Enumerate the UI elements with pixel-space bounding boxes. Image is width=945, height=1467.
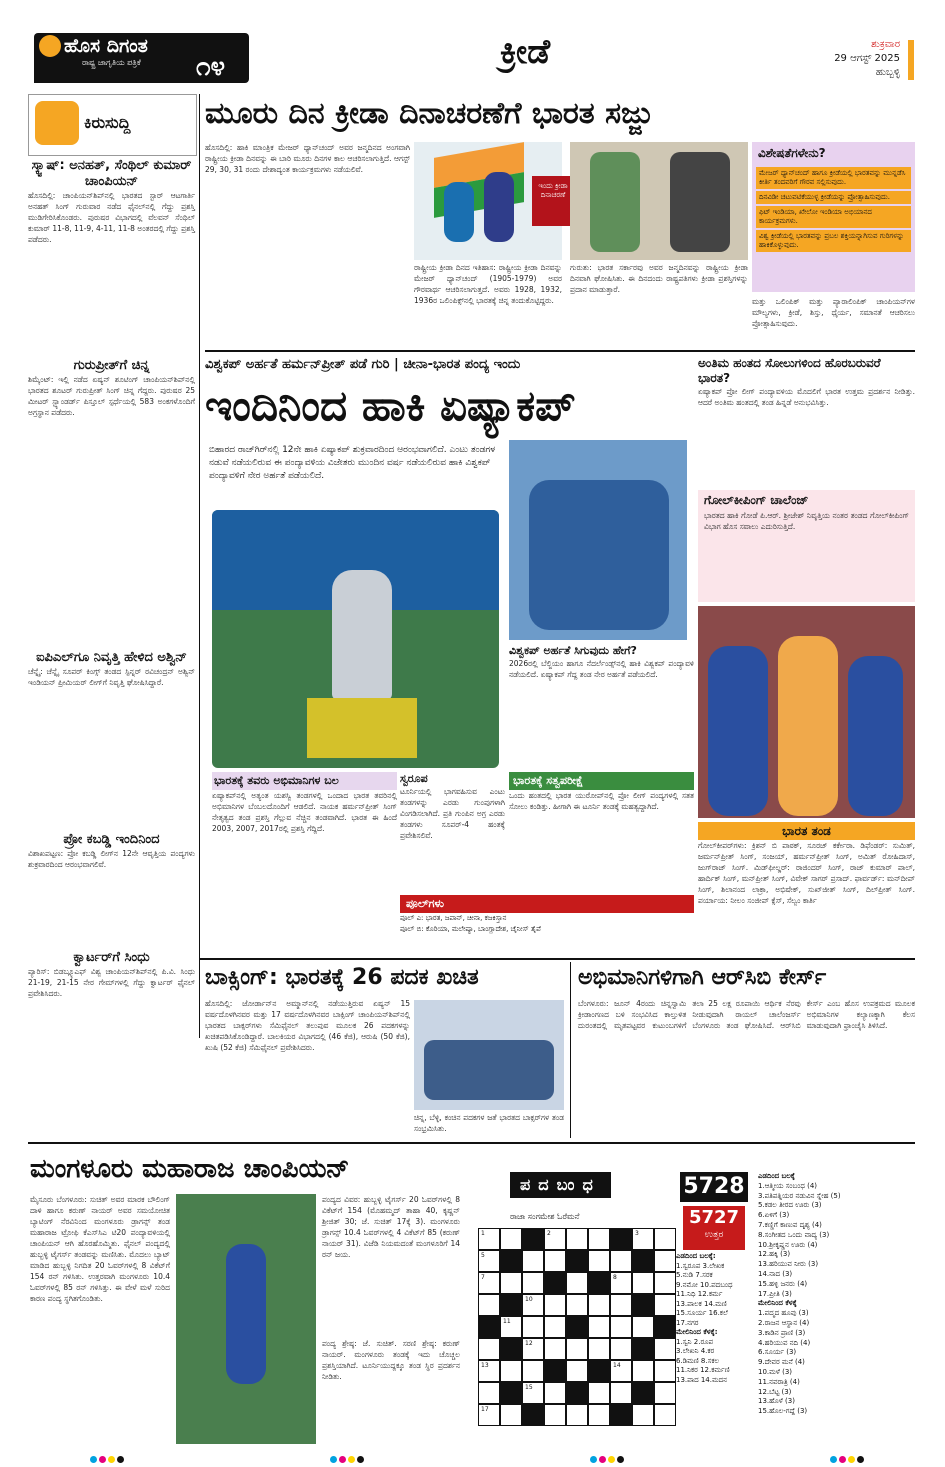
crossword-cell[interactable] <box>478 1228 500 1250</box>
asia-cup-trophy <box>332 570 392 700</box>
crossword-cell <box>610 1404 632 1426</box>
crossword-cell <box>654 1316 676 1338</box>
logo-text: ಹೊಸ ದಿಗಂತ <box>64 35 148 57</box>
crossword-cell[interactable] <box>478 1338 500 1360</box>
player-figure <box>848 656 903 816</box>
section-title: ಕ್ರೀಡೆ <box>500 32 551 72</box>
features-title: ವಿಶೇಷತೆಗಳೇನು? <box>758 146 826 160</box>
crossword-title-text: ಪದಬಂಧ <box>510 1172 611 1198</box>
crossword-cell[interactable] <box>566 1338 588 1360</box>
crossword-cell[interactable] <box>522 1382 544 1404</box>
crossword-cell[interactable] <box>500 1360 522 1382</box>
boxing-headline: ಬಾಕ್ಸಿಂಗ್: ಭಾರತಕ್ಕೆ 26 ಪದಕ ಖಚಿತ <box>205 965 479 990</box>
crossword-cell[interactable] <box>588 1250 610 1272</box>
test-heading: ಭಾರತಕ್ಕೆ ಸತ್ವಪರೀಕ್ಷೆ <box>509 772 694 790</box>
crossword-cell[interactable] <box>610 1382 632 1404</box>
crossword-cell[interactable] <box>500 1404 522 1426</box>
down-clue: 6.ಸೂರ್ಯ (3) <box>758 1348 797 1357</box>
lead-history: ರಾಷ್ಟ್ರೀಯ ಕ್ರೀಡಾ ದಿನದ ಇತಿಹಾಸ: ರಾಷ್ಟ್ರೀಯ ಕ್ರೀಡಾ ದಿನವನ್ನು ಮೇಜರ್ ಧ್ಯಾನ್‌ಚಂದ್ (1905-1979) ಅವರ ಗೌರವಾರ್ಥ ಆಚರಿಸಲಾಗುತ್ತದೆ. ಅವರು 1928, 1932, 1936ರ ಒಲಿಂಪಿಕ್ಸ್‌ನಲ್ಲಿ ಭಾರತಕ್ಕೆ ಚಿನ್ನ ತಂದುಕೊಟ್ಟಿದ್ದರು. <box>414 263 562 305</box>
test-article <box>509 772 694 892</box>
across-clue: 15.ಹಳ್ಳಿ ಜನರು (4) <box>758 1279 808 1288</box>
brief-headline: ಪ್ರೋ ಕಬಡ್ಡಿ ಇಂದಿನಿಂದ <box>63 832 160 847</box>
down-clue: 12.ಬೆಟ್ಟ (3) <box>758 1387 792 1396</box>
maharaja-awards: ಪಂದ್ಯ ಶ್ರೇಷ್ಠ: ಜೆ. ಸುಚಿತ್. ಸರಣಿ ಶ್ರೇಷ್ಠ: ಕರುಣ್ ನಾಯರ್. ಮಂಗಳೂರು ತಂಡಕ್ಕೆ ಇದು ಚೊಚ್ಚಲ ಪ್ರಶಸ್ತಿಯಾಗಿದೆ. ಟೂರ್ನಿಯುದ್ದಕ್ಕೂ ತಂಡ ಸ್ಥಿರ ಪ್ರದರ್ಶನ ನೀಡಿತು. <box>322 1339 460 1381</box>
test-body: ಒಂದು ಹಂತದಲ್ಲಿ ಭಾರತ ಯುರೋಪ್‌ನಲ್ಲಿ ಪ್ರೋ ಲೀಗ್ ಪಂದ್ಯಗಳಲ್ಲಿ ಸತತ ಸೋಲು ಕಂಡಿತ್ತು. ಹೀಗಾಗಿ ಈ ಟೂರ್ನಿ ತಂಡಕ್ಕೆ ಮಹತ್ವದ್ದಾಗಿದೆ. <box>509 791 694 811</box>
crossword-cell[interactable] <box>566 1404 588 1426</box>
down-clue: 3.ಕಾಡಿನ ಪ್ರಾಣಿ (3) <box>758 1328 806 1337</box>
down-clue: 1.ಪದ್ಮದ ಹೂವು (3) <box>758 1309 809 1318</box>
section-rule <box>205 350 915 352</box>
fans-heading: ಭಾರತಕ್ಕೆ ತವರು ಅಭಿಮಾನಿಗಳ ಬಲ <box>212 772 397 790</box>
masthead <box>0 0 945 90</box>
prev-down-item: 3.ಲೇಖನಿ 4.ಕರ <box>676 1347 715 1355</box>
boxing-body-cont <box>205 1040 410 1110</box>
crossword-cell <box>544 1360 566 1382</box>
boxing-caption: ಚಿನ್ನ, ಬೆಳ್ಳಿ, ಕಂಚಿನ ಪದಕಗಳ ಜತೆ ಭಾರತದ ಬಾಕ್ಸರ್‌ಗಳ ತಂಡ ಸಂಭ್ರಮಿಸಿತು. <box>414 1113 564 1133</box>
brief-headline: ಕ್ವಾರ್ಟರ್‌ಗೆ ಸಿಂಧು <box>73 950 150 965</box>
prev-down-item: 1.ಸ್ವನಿ 2.ರೂಪ <box>676 1337 714 1346</box>
crossword-cell-number: 11 <box>503 1318 511 1325</box>
prev-down-item: 13.ಪಾದ 14.ಮದನ <box>676 1375 728 1384</box>
crossword-cell[interactable] <box>522 1250 544 1272</box>
crossword-cell-number: 12 <box>525 1340 533 1347</box>
crossword-cell[interactable] <box>632 1404 654 1426</box>
across-clue: 3.ಪತಿಪತ್ನಿಯರ ನಡುವಿನ ಸ್ನೇಹ (5) <box>758 1191 841 1200</box>
team-box <box>698 822 915 962</box>
crossword-cell-number: 13 <box>481 1362 489 1369</box>
pool-b: ಪೂಲ್ ಬಿ: ಕೊರಿಯಾ, ಮಲೇಷ್ಯಾ, ಬಾಂಗ್ಲಾದೇಶ, ಚೈನೀಸ್ ತೈಪೆ <box>400 925 541 933</box>
down-heading: ಮೇಲಿನಿಂದ ಕೆಳಕ್ಕೆ <box>758 1299 797 1308</box>
crossword-cell[interactable] <box>522 1338 544 1360</box>
crossword-cell <box>588 1360 610 1382</box>
crossword-cell[interactable] <box>632 1360 654 1382</box>
crossword-cell[interactable] <box>632 1272 654 1294</box>
crossword-cell[interactable] <box>632 1316 654 1338</box>
brief-item <box>28 158 195 352</box>
crossword-cell[interactable] <box>588 1316 610 1338</box>
prev-across-item: 13.ಪಾಲಕ 14.ಮಣಿ <box>676 1299 727 1308</box>
down-clue: 10.ಮಳೆ (3) <box>758 1367 793 1376</box>
crossword-cell[interactable] <box>566 1294 588 1316</box>
crossword-cell[interactable] <box>610 1294 632 1316</box>
fans-body: ಏಷ್ಯಾಕಪ್‌ನಲ್ಲಿ ಅತ್ಯಂತ ಯಶಸ್ವಿ ತಂಡಗಳಲ್ಲಿ ಒಂದಾದ ಭಾರತ ತವರಿನಲ್ಲಿ ಅಭಿಮಾನಿಗಳ ಬೆಂಬಲದೊಂದಿಗೆ ಆಡಲಿದೆ. ನಾಯಕ ಹರ್ಮನ್‌ಪ್ರೀತ್ ಸಿಂಗ್ ನೇತೃತ್ವದ ತಂಡ ಪ್ರಶಸ್ತಿ ಗೆಲ್ಲುವ ನೆಚ್ಚಿನ ತಂಡವಾಗಿದೆ. ಭಾರತ ಈ ಹಿಂದೆ 2003, 2007, 2017ರಲ್ಲಿ ಪ್ರಶಸ್ತಿ ಗೆದ್ದಿದೆ. <box>212 791 397 833</box>
crossword-cell[interactable] <box>654 1404 676 1426</box>
across-clue: 8.ಸಂಗೀತದ ಒಂದು ವಾದ್ಯ (3) <box>758 1230 830 1239</box>
prev-down-heading: ಮೇಲಿನಿಂದ ಕೆಳಕ್ಕೆ: <box>676 1328 718 1336</box>
crossword-cell-number: 3 <box>635 1230 639 1237</box>
crossword-cell[interactable] <box>544 1294 566 1316</box>
goalkeeping-heading: ಗೋಲ್‌ಕೀಪಿಂಗ್ ಚಾಲೆಂಜ್ <box>704 493 809 507</box>
across-clue: 14.ನಾದ (3) <box>758 1269 793 1278</box>
final-hurdle-heading: ಅಂತಿಮ ಹಂತದ ಸೋಲುಗಳಿಂದ ಹೊರಬರುವರೆ ಭಾರತ? <box>698 356 881 385</box>
crossword-cell <box>500 1338 522 1360</box>
prev-across-item: 11.ನಿಧಿ 12.ಕರ್ಮ <box>676 1290 723 1298</box>
prev-across-item: 15.ಸೂರ್ಯ 16.ಕಲೆ <box>676 1309 728 1317</box>
players-huddle <box>529 480 669 630</box>
crossword-cell[interactable] <box>478 1360 500 1382</box>
brief-body: ಶಿಮ್ಕೆಂಟ್: ಇಲ್ಲಿ ನಡೆದ ಏಷ್ಯನ್ ಶೂಟಿಂಗ್ ಚಾಂಪಿಯನ್‌ಶಿಪ್‌ನಲ್ಲಿ ಭಾರತದ ಶೂಟರ್ ಗುರುಪ್ರೀತ್ ಸಿಂಗ್ ಚಿನ್ನ ಗೆದ್ದರು. ಪುರುಷರ 25 ಮೀಟರ್ ಸ್ಟ್ಯಾಂಡರ್ಡ್ ಪಿಸ್ತೂಲ್ ಸ್ಪರ್ಧೆಯಲ್ಲಿ 583 ಅಂಕಗಳೊಂದಿಗೆ ಅಗ್ರಸ್ಥಾನ ಪಡೆದರು. <box>28 375 195 417</box>
final-hurdle-body: ಏಷ್ಯಾಕಪ್ ಪ್ರೋ ಲೀಗ್ ಪಂದ್ಯಾವಳಿಯ ಮೊದಲಿಗೆ ಭಾರತ ಉತ್ತಮ ಪ್ರದರ್ಶನ ನೀಡಿತ್ತು. ಆದರೆ ಅಂತಿಮ ಹಂತದಲ್ಲಿ ತಂಡ ಹಿನ್ನಡೆ ಅನುಭವಿಸಿತ್ತು. <box>698 387 915 407</box>
boxing-team-photo <box>414 1000 564 1110</box>
team-list: ಗೋಲ್‌ಕೀಪರ್‌ಗಳು: ಕ್ರಿಶನ್ ಬಿ ಪಾಠಕ್, ಸೂರಜ್ ಕರ್ಕೇರಾ. ಡಿಫೆಂಡರ್: ಸುಮಿತ್, ಜರ್ಮನ್‌ಪ್ರೀತ್ ಸಿಂಗ್, ಸಂಜಯ್, ಹರ್ಮನ್‌ಪ್ರೀತ್ ಸಿಂಗ್, ಅಮಿತ್ ರೋಹಿದಾಸ್, ಜುಗ್‌ರಾಜ್ ಸಿಂಗ್. ಮಿಡ್‌ಫೀಲ್ಡರ್: ರಾಜಿಂದರ್ ಸಿಂಗ್, ರಾಜ್ ಕುಮಾರ್ ಪಾಲ್, ಹಾರ್ದಿಕ್ ಸಿಂಗ್, ಮನ್‌ಪ್ರೀತ್ ಸಿಂಗ್, ವಿವೇಕ್ ಸಾಗರ್ ಪ್ರಸಾದ್. ಫಾರ್ವರ್ಡ್: ಮನ್‌ದೀಪ್ ಸಿಂಗ್, ಶಿಲಾನಂದ ಲಾಕ್ರಾ, ಅಭಿಷೇಕ್, ಸುಖ್‌ಜೀತ್ ಸಿಂಗ್, ದಿಲ್‌ಪ್ರೀತ್ ಸಿಂಗ್. ಪರ್ಯಾಯ: ನೀಲಂ ಸಂಜೀಪ್ ಕ್ಸೆಸ್, ಸೆಲ್ವಂ ಕಾರ್ತಿ <box>698 841 915 905</box>
down-clue: 13.ಹೊಳೆ (3) <box>758 1397 795 1406</box>
crossword-cell[interactable] <box>500 1228 522 1250</box>
crossword-cell[interactable] <box>654 1360 676 1382</box>
brief-body: ಚೆನ್ನೈ: ಚೆನ್ನೈ ಸೂಪರ್ ಕಿಂಗ್ಸ್ ತಂಡದ ಸ್ಪಿನ್ನರ್ ರವಿಚಂದ್ರನ್ ಅಶ್ವಿನ್ ಇಂಡಿಯನ್ ಪ್ರೀಮಿಯರ್ ಲೀಗ್‌ಗೆ ನಿವೃತ್ತಿ ಘೋಷಿಸಿದ್ದಾರೆ. <box>28 667 195 687</box>
hockey-player-figure <box>484 172 514 242</box>
boxers-group <box>424 1040 554 1100</box>
crossword-cell[interactable] <box>478 1382 500 1404</box>
across-clue: 17.ಪ್ರೀತಿ (3) <box>758 1289 792 1298</box>
crossword-cell <box>566 1250 588 1272</box>
crossword-cell <box>478 1316 500 1338</box>
down-clue: 11.ನವರಾತ್ರಿ (4) <box>758 1377 800 1386</box>
crossword-cell <box>632 1294 654 1316</box>
brief-headline: ಸ್ಕ್ವಾಷ್: ಅನಹತ್, ಸೆಂಥಿಲ್ ಕುಮಾರ್ ಚಾಂಪಿಯನ್ <box>31 158 192 189</box>
crossword-cell[interactable] <box>544 1316 566 1338</box>
logo-tagline: ರಾಷ್ಟ್ರ ಜಾಗೃತಿಯ ಪತ್ರಿಕೆ <box>82 58 141 67</box>
final-hurdle-article <box>698 356 915 486</box>
across-clue: 6.ಏಳಿಗೆ (3) <box>758 1211 790 1220</box>
crossword-cell[interactable] <box>522 1294 544 1316</box>
crossword-cell-number: 10 <box>525 1296 533 1303</box>
across-clue: 7.ಕಣ್ಣಿಗೆ ಕಾಣುವ ದೃಶ್ಯ (4) <box>758 1220 822 1229</box>
player-figure <box>778 636 838 816</box>
crossword-cell[interactable] <box>632 1228 654 1250</box>
down-clue: 15.ಹೊಲ-ಗದ್ದೆ (3) <box>758 1407 808 1416</box>
player-illustration <box>590 152 640 252</box>
crossword-cell[interactable] <box>544 1250 566 1272</box>
hockey-headline: ಇಂದಿನಿಂದ ಹಾಕಿ ಏಷ್ಯಾಕಪ್ <box>205 381 576 430</box>
lead-recognition: ಗುರುತು: ಭಾರತ ಸರ್ಕಾರವು ಅವರ ಜನ್ಮದಿನವನ್ನು ರಾಷ್ಟ್ರೀಯ ಕ್ರೀಡಾ ದಿನವಾಗಿ ಘೋಷಿಸಿತು. ಈ ದಿನದಂದು ರಾಷ್ಟ್ರಪತಿಗಳು ಕ್ರೀಡಾ ಪ್ರಶಸ್ತಿಗಳನ್ನು ಪ್ರದಾನ ಮಾಡುತ್ತಾರೆ. <box>570 263 748 294</box>
dhyanchand-photo <box>570 142 748 260</box>
prev-across-item: 1.ಸ್ವರೂಪ 3.ಲೇಖಕ <box>676 1261 725 1270</box>
crossword-cell <box>632 1250 654 1272</box>
prev-answer-number: 5727 <box>688 1207 740 1228</box>
crossword-cell[interactable] <box>500 1316 522 1338</box>
across-clue: 1.ಆತ್ಮೀಯ ಸಂಬಂಧ (4) <box>758 1181 818 1190</box>
rcb-body: ಬೆಂಗಳೂರು: ಜೂನ್ 4ರಂದು ಚಿನ್ನಸ್ವಾಮಿ ಕ್ರೀಡಾಂಗಣದ ಬಳಿ ಸಂಭವಿಸಿದ ಕಾಲ್ತುಳಿತ ದುರಂತದಲ್ಲಿ ಮೃತಪಟ್ಟವರ ಕುಟುಂಬಗಳಿಗೆ ತಲಾ 25 ಲಕ್ಷ ರೂಪಾಯಿ ಆರ್ಥಿಕ ನೆರವು ನೀಡುವುದಾಗಿ ರಾಯಲ್ ಚಾಲೆಂಜರ್ಸ್ ಬೆಂಗಳೂರು ತಂಡ ಘೋಷಿಸಿದೆ. ಆರ್‌ಸಿಬಿ ಕೇರ್ಸ್ ಎಂಬ ಹೊಸ ಉಪಕ್ರಮದ ಮೂಲಕ ಅಭಿಮಾನಿಗಳ ಕಲ್ಯಾಣಕ್ಕಾಗಿ ಕೆಲಸ ಮಾಡುವುದಾಗಿ ಫ್ರಾಂಚೈಸಿ ತಿಳಿಸಿದೆ. <box>578 999 915 1030</box>
prev-across-item: 17.ನಗರ <box>676 1318 699 1327</box>
feature-item: ಮೇಜರ್ ಧ್ಯಾನ್‌ಚಂದ್ ಹಾಗೂ ಕ್ರೀಡೆಯಲ್ಲಿ ಭಾರತವನ್ನು ಮುನ್ನಡೆಸಿ ಕೀರ್ತಿ ತಂದವರಿಗೆ ಗೌರವ ಸಲ್ಲಿಸುವುದು. <box>756 167 911 189</box>
crossword-cell[interactable] <box>500 1272 522 1294</box>
kirusuddi-title: ಕಿರುಸುದ್ದಿ <box>84 113 131 132</box>
fans-article <box>212 772 397 942</box>
boxing-body: ಹೊಸದಿಲ್ಲಿ: ಜೋರ್ಡಾನ್‌ನ ಅಮ್ಮಾನ್‌ನಲ್ಲಿ ನಡೆಯುತ್ತಿರುವ ಏಷ್ಯನ್ 15 ವರ್ಷದೊಳಗಿನವರ ಮತ್ತು 17 ವರ್ಷದೊಳಗಿನವರ ಬಾಕ್ಸಿಂಗ್ ಚಾಂಪಿಯನ್‌ಶಿಪ್‌ನಲ್ಲಿ ಭಾರತದ ಬಾಕ್ಸರ್‌ಗಳು ಸೆಮಿಫೈನಲ್ ತಲುಪುವ ಮೂಲಕ 26 ಪದಕಗಳನ್ನು ಖಚಿತಪಡಿಸಿಕೊಂಡಿದ್ದಾರೆ. ಬಾಲಕಿಯರ ವಿಭಾಗದಲ್ಲಿ (46 ಕೆಜಿ), ಆರುಷಿ (50 ಕೆಜಿ), ಖುಷಿ (52 ಕೆಜಿ) ಸೆಮಿಫೈನಲ್ ಪ್ರವೇಶಿಸಿದರು. <box>205 999 410 1052</box>
lead-body: ಹೊಸದಿಲ್ಲಿ: ಹಾಕಿ ಮಾಂತ್ರಿಕ ಮೇಜರ್ ಧ್ಯಾನ್‌ಚಂದ್ ಅವರ ಜನ್ಮದಿನದ ಅಂಗವಾಗಿ ರಾಷ್ಟ್ರೀಯ ಕ್ರೀಡಾ ದಿನವನ್ನು ಈ ಬಾರಿ ಮೂರು ದಿನಗಳ ಕಾಲ ಆಚರಿಸಲಾಗುತ್ತಿದೆ. ಆಗಸ್ಟ್ 29, 30, 31 ರಂದು ದೇಶಾದ್ಯಂತ ಕಾರ್ಯಕ್ರಮಗಳು ನಡೆಯಲಿವೆ. <box>205 143 410 174</box>
pools-box <box>400 895 694 947</box>
across-clue: 12.ಹಕ್ಕಿ (3) <box>758 1250 791 1259</box>
feature-item: ವಿಶ್ವ ಕ್ರೀಡೆಯಲ್ಲಿ ಭಾರತವನ್ನು ಪ್ರಬಲ ಶಕ್ತಿಯನ್ನಾಗಿಸುವ ಗುರಿಗಳನ್ನು ಹಾಕಿಕೊಳ್ಳುವುದು. <box>756 230 911 252</box>
crossword-cell[interactable] <box>478 1272 500 1294</box>
crossword-cell[interactable] <box>566 1272 588 1294</box>
crossword-cell[interactable] <box>588 1338 610 1360</box>
print-registration-marks <box>90 1448 126 1467</box>
crossword-cell[interactable] <box>654 1382 676 1404</box>
prev-down-item: 11.ನಿಕರ 12.ಕರ್ಮಣಿ <box>676 1366 730 1374</box>
prev-answer-label: ಉತ್ತರ <box>704 1230 724 1240</box>
crossword-hint: ರಾಜಾ ಸಂಗಮೇಶ ಓರೆಮನೆ <box>510 1212 580 1221</box>
page-number: ೧೪ <box>196 52 226 82</box>
maharaja-scores: ಪಂದ್ಯದ ವಿವರ: ಹುಬ್ಬಳ್ಳಿ ಟೈಗರ್ಸ್ 20 ಓವರ್‌ಗಳಲ್ಲಿ 8 ವಿಕೆಟ್‌ಗೆ 154 (ಮೊಹಮ್ಮದ್ ತಾಹಾ 40, ಕೃಷ್ಣನ್ ಶ್ರೀಜಿತ್ 30; ಜೆ. ಸುಚಿತ್ 17ಕ್ಕೆ 3). ಮಂಗಳೂರು ಡ್ರಾಗನ್ಸ್ 10.4 ಓವರ್‌ಗಳಲ್ಲಿ 4 ವಿಕೆಟ್‌ಗೆ 85 (ಕರುಣ್ ನಾಯರ್ 31). ವಿಜೆಡಿ ನಿಯಮದಂತೆ ಮಂಗಳೂರಿಗೆ 14 ರನ್ ಜಯ. <box>322 1195 460 1259</box>
brief-body: ಪ್ಯಾರಿಸ್: ಬಿಡಬ್ಲ್ಯೂಎಫ್ ವಿಶ್ವ ಚಾಂಪಿಯನ್‌ಶಿಪ್‌ನಲ್ಲಿ ಪಿ.ವಿ. ಸಿಂಧು 21-19, 21-15 ನೇರ ಗೇಮ್‌ಗಳಲ್ಲಿ ಗೆದ್ದು ಕ್ವಾರ್ಟರ್ ಫೈನಲ್ ಪ್ರವೇಶಿಸಿದರು. <box>28 967 195 998</box>
kirusuddi-header <box>28 94 197 156</box>
crossword-grid[interactable] <box>478 1228 676 1426</box>
crossword-cell[interactable] <box>544 1382 566 1404</box>
brief-body: ಹೊಸದಿಲ್ಲಿ: ಚಾಂಪಿಯನ್‌ಶಿಪ್‌ನಲ್ಲಿ ಭಾರತದ ಸ್ಟಾರ್ ಆಟಗಾರ್ತಿ ಅನಹತ್ ಸಿಂಗ್ ಗುರುವಾರ ನಡೆದ ಫೈನಲ್‌ನಲ್ಲಿ ಗೆದ್ದು ಪ್ರಶಸ್ತಿ ಮುಡಿಗೇರಿಸಿಕೊಂಡರು. ಪುರುಷರ ವಿಭಾಗದಲ್ಲಿ ವೆಲವನ್ ಸೆಂಥಿಲ್ ಕುಮಾರ್ 11-8, 11-9, 4-11, 11-8 ಅಂತರದಲ್ಲಿ ಗೆದ್ದು ಪ್ರಶಸ್ತಿ ಪಡೆದರು. <box>28 191 195 244</box>
crossword-cell-number: 15 <box>525 1384 533 1391</box>
prev-across-heading: ಎಡದಿಂದ ಬಲಕ್ಕೆ: <box>676 1252 716 1260</box>
crossword-clues <box>758 1172 915 1438</box>
kirusuddi-list <box>28 158 195 1038</box>
pool-a: ಪೂಲ್ ಎ: ಭಾರತ, ಜಪಾನ್, ಚೀನಾ, ಕಜಕಿಸ್ತಾನ <box>400 914 507 922</box>
prev-down-item: 6.ಡಿಮಣಿ 8.ಸಕಲ <box>676 1356 720 1365</box>
player-figure <box>708 646 768 816</box>
crossword-cell <box>500 1382 522 1404</box>
feature-item: ಫಿಟ್ ಇಂಡಿಯಾ, ಖೇಲೋ ಇಂಡಿಯಾ ಅಭಿಯಾನದ ಕಾರ್ಯಕ್ರಮಗಳು. <box>756 206 911 228</box>
crossword-title <box>510 1172 670 1202</box>
crossword-cell[interactable] <box>654 1250 676 1272</box>
section-rule <box>200 958 915 960</box>
crossword-cell[interactable] <box>610 1316 632 1338</box>
brief-item <box>28 358 195 644</box>
crossword-cell[interactable] <box>588 1228 610 1250</box>
cricketer-photo <box>176 1194 316 1444</box>
brief-headline: ಗುರುಪ್ರೀತ್‌ಗೆ ಚಿನ್ನ <box>73 358 150 373</box>
wc-qual-body: 2026ರಲ್ಲಿ ಬೆಲ್ಜಿಯಂ ಹಾಗೂ ನೆದರ್ಲೆಂಡ್ಸ್‌ನಲ್ಲಿ ಹಾಕಿ ವಿಶ್ವಕಪ್ ಪಂದ್ಯಾವಳಿ ನಡೆಯಲಿದೆ. ಏಷ್ಯಾಕಪ್ ಗೆದ್ದ ತಂಡ ನೇರ ಅರ್ಹತೆ ಪಡೆಯಲಿದೆ. <box>509 659 694 679</box>
crossword-cell-number: 2 <box>547 1230 551 1237</box>
crossword-cell-number: 7 <box>481 1274 485 1281</box>
trophy-photo <box>212 510 499 768</box>
dateline-day: ಶುಕ್ರವಾರ <box>871 39 900 50</box>
players-celebration-photo <box>698 606 915 818</box>
crossword-cell[interactable] <box>522 1360 544 1382</box>
crossword-cell[interactable] <box>588 1404 610 1426</box>
crossword-cell <box>566 1316 588 1338</box>
across-clue: 10.ಶ್ರೀಕೃಷ್ಣನ ಊರು (4) <box>758 1240 818 1249</box>
crossword-cell[interactable] <box>566 1228 588 1250</box>
crossword-cell[interactable] <box>522 1272 544 1294</box>
crossword-cell[interactable] <box>654 1294 676 1316</box>
crossword-cell <box>500 1250 522 1272</box>
crossword-cell <box>632 1338 654 1360</box>
header-accent <box>908 40 914 80</box>
brief-headline: ಐಪಿಎಲ್‌ಗೂ ನಿವೃತ್ತಿ ಹೇಳಿದ ಅಶ್ವಿನ್ <box>36 650 187 665</box>
crossword-cell-number: 14 <box>613 1362 621 1369</box>
crossword-cell-number: 1 <box>481 1230 485 1237</box>
down-clue: 4.ಹರಿಯುವ ನದಿ (4) <box>758 1338 811 1347</box>
pools-heading: ಪೂಲ್‌ಗಳು <box>400 895 694 913</box>
section-rule <box>28 1142 915 1144</box>
crossword-cell[interactable] <box>478 1294 500 1316</box>
format-article <box>400 772 505 892</box>
crossword-cell[interactable] <box>610 1272 632 1294</box>
crossword-cell <box>522 1404 544 1426</box>
crossword-cell[interactable] <box>478 1250 500 1272</box>
team-heading: ಭಾರತ ತಂಡ <box>698 822 915 840</box>
crossword-cell[interactable] <box>544 1338 566 1360</box>
feature-item: ದಿನವಿಡೀ ಚಟುವಟಿಕೆಯುಳ್ಳ ಕ್ರೀಡೆಯನ್ನು ಪ್ರೋತ್ಸಾಹಿಸುವುದು. <box>756 191 911 204</box>
goalkeeping-box <box>698 490 915 602</box>
goalkeeping-body: ಭಾರತದ ಹಾಕಿ ಗೋಡೆ ಪಿ.ಆರ್. ಶ್ರೀಜೇಶ್ ನಿವೃತ್ತಿಯ ನಂತರ ತಂಡದ ಗೋಲ್‌ಕೀಪಿಂಗ್ ವಿಭಾಗ ಹೊಸ ಸವಾಲು ಎದುರಿಸುತ್ತಿದೆ. <box>704 511 909 531</box>
brief-item <box>28 832 195 944</box>
print-registration-marks <box>330 1448 366 1467</box>
maharaja-headline: ಮಂಗಳೂರು ಮಹಾರಾಜ ಚಾಂಪಿಯನ್ <box>30 1154 350 1184</box>
trophy-stand <box>307 698 417 758</box>
crossword-cell[interactable] <box>654 1228 676 1250</box>
dateline-city: ಹುಬ್ಬಳ್ಳಿ <box>875 67 900 78</box>
crossword-number: 5728 <box>680 1172 748 1202</box>
crossword-cell[interactable] <box>566 1360 588 1382</box>
crossword-cell <box>566 1382 588 1404</box>
lead-headline: ಮೂರು ದಿನ ಕ್ರೀಡಾ ದಿನಾಚರಣೆಗೆ ಭಾರತ ಸಜ್ಜು <box>205 96 653 131</box>
wc-qual-heading: ವಿಶ್ವಕಪ್ ಅರ್ಹತೆ ಸಿಗುವುದು ಹೇಗೆ? <box>509 644 637 657</box>
player-bw-photo <box>670 152 730 252</box>
across-heading: ಎಡದಿಂದ ಬಲಕ್ಕೆ <box>758 1172 795 1180</box>
features-box <box>752 142 915 292</box>
rcb-headline: ಅಭಿಮಾನಿಗಳಿಗಾಗಿ ಆರ್‌ಸಿಬಿ ಕೇರ್ಸ್ <box>578 965 827 990</box>
prev-answer-list <box>676 1252 754 1438</box>
crossword-cell[interactable] <box>588 1382 610 1404</box>
prev-across-item: 5.ನುಡಿ 7.ಸರಕ <box>676 1271 713 1279</box>
brief-body: ವಿಶಾಖಪಟ್ಟಣ: ಪ್ರೋ ಕಬಡ್ಡಿ ಲೀಗ್‌ನ 12ನೇ ಆವೃತ್ತಿಯ ಪಂದ್ಯಗಳು ಶುಕ್ರವಾರದಿಂದ ಆರಂಭವಾಗಲಿವೆ. <box>28 849 195 869</box>
hockey-kicker: ವಿಶ್ವಕಪ್ ಅರ್ಹತೆ ಹರ್ಮನ್‌ಪ್ರೀತ್ ಪಡೆ ಗುರಿ | ಚೀನಾ-ಭಾರತ ಪಂದ್ಯ ಇಂದು <box>205 357 521 372</box>
format-body: ಟೂರ್ನಿಯಲ್ಲಿ ಭಾಗವಹಿಸುವ ಎಂಟು ತಂಡಗಳನ್ನು ಎರಡು ಗುಂಪುಗಳಾಗಿ ವಿಂಗಡಿಸಲಾಗಿದೆ. ಪ್ರತಿ ಗುಂಪಿನ ಅಗ್ರ ಎರಡು ತಂಡಗಳು ಸೂಪರ್-4 ಹಂತಕ್ಕೆ ಪ್ರವೇಶಿಸಲಿವೆ. <box>400 787 505 840</box>
crossword-cell[interactable] <box>478 1404 500 1426</box>
sports-day-badge: ಇಂದು ಕ್ರೀಡಾ ದಿನಾಚರಣೆ <box>532 176 574 226</box>
finger-icon <box>35 101 79 145</box>
across-clue: 5.ಕಡಲ ತೀರದ ಊರು (3) <box>758 1201 822 1210</box>
across-clue: 13.ಹರಿಯುವ ನೀರು (3) <box>758 1260 819 1269</box>
crossword-cell-number: 5 <box>481 1252 485 1259</box>
crossword-cell[interactable] <box>522 1316 544 1338</box>
crossword-cell <box>610 1228 632 1250</box>
prev-across-item: 9.ನಮೋ 10.ಪದಬಂಧ <box>676 1280 733 1289</box>
crossword-cell[interactable] <box>654 1272 676 1294</box>
dateline-date: 29 ಆಗಸ್ಟ್ 2025 <box>834 53 900 64</box>
bowler-figure <box>226 1244 266 1384</box>
print-registration-marks <box>830 1448 866 1467</box>
brief-item <box>28 650 195 826</box>
down-clue: 9.ದೇವರ ಮನೆ (4) <box>758 1358 805 1367</box>
prev-answer-box <box>683 1206 745 1250</box>
emblem-icon <box>39 35 61 57</box>
dateline <box>830 38 900 80</box>
crossword-cell[interactable] <box>610 1250 632 1272</box>
crossword-cell[interactable] <box>544 1404 566 1426</box>
hockey-intro: ಬಿಹಾರದ ರಾಜ್‌ಗಿರ್‌ನಲ್ಲಿ 12ನೇ ಹಾಕಿ ಏಷ್ಯಾಕಪ್ ಶುಕ್ರವಾರದಿಂದ ಆರಂಭವಾಗಲಿದೆ. ಎಂಟು ತಂಡಗಳ ನಡುವೆ ನಡೆಯಲಿರುವ ಈ ಪಂದ್ಯಾವಳಿಯ ವಿಜೇತರು ಮುಂದಿನ ವರ್ಷ ನಡೆಯಲಿರುವ ಹಾಕಿ ವಿಶ್ವಕಪ್ ಪಂದ್ಯಾವಳಿಗೆ ನೇರ ಅರ್ಹತೆ ಪಡೆಯಲಿದೆ. <box>209 445 496 481</box>
maharaja-body: ಮೈಸೂರು ಬೆಂಗಳೂರು: ಸುಚಿತ್ ಅವರ ಮಾರಕ ಬೌಲಿಂಗ್ ದಾಳಿ ಹಾಗೂ ಕರುಣ್ ನಾಯರ್ ಅವರ ಸಮಯೋಚಿತ ಬ್ಯಾಟಿಂಗ್ ನೆರವಿನಿಂದ ಮಂಗಳೂರು ಡ್ರಾಗನ್ಸ್ ತಂಡ ಮಹಾರಾಜ ಟ್ರೋಫಿ ಕೆಎಸ್‌ಸಿಎ ಟಿ20 ಪಂದ್ಯಾವಳಿಯಲ್ಲಿ ಚಾಂಪಿಯನ್ ಆಗಿ ಹೊರಹೊಮ್ಮಿತು. ಫೈನಲ್ ಪಂದ್ಯದಲ್ಲಿ ಹುಬ್ಬಳ್ಳಿ ಟೈಗರ್ಸ್ ತಂಡವನ್ನು ಮಣಿಸಿತು. ಮೊದಲು ಬ್ಯಾಟ್ ಮಾಡಿದ ಹುಬ್ಬಳ್ಳಿ ನಿಗದಿತ 20 ಓವರ್‌ಗಳಲ್ಲಿ 8 ವಿಕೆಟ್‌ಗೆ 154 ರನ್ ಗಳಿಸಿತು. ಉತ್ತರವಾಗಿ ಮಂಗಳೂರು 10.4 ಓವರ್‌ಗಳಲ್ಲಿ 85 ರನ್ ಗಳಿಸಿತ್ತು. ಈ ವೇಳೆ ಮಳೆ ಸುರಿದ ಕಾರಣ ಪಂದ್ಯ ಸ್ಥಗಿತಗೊಂಡಿತು. <box>30 1195 170 1303</box>
crossword-cell <box>522 1228 544 1250</box>
crossword-cell[interactable] <box>588 1294 610 1316</box>
crossword-cell[interactable] <box>610 1338 632 1360</box>
hockey-player-figure <box>444 182 474 242</box>
features-foot: ಮತ್ತು ಒಲಿಂಪಿಕ್ ಮತ್ತು ಪ್ಯಾರಾಲಿಂಪಿಕ್ ಚಾಂಪಿಯನ್‌ಗಳ ಮೌಲ್ಯಗಳು, ಕ್ರೀಡೆ, ಶಿಸ್ತು, ಧೈರ್ಯ, ಸಮಾನತೆ ಆಚರಿಸಲು ಪ್ರೋತ್ಸಾಹಿಸುವುದು. <box>752 297 915 328</box>
crossword-cell-number: 8 <box>613 1274 617 1281</box>
column-rule <box>199 94 200 1038</box>
crossword-cell[interactable] <box>654 1338 676 1360</box>
team-huddle-photo <box>509 440 687 640</box>
format-heading: ಸ್ವರೂಪ <box>400 772 428 785</box>
print-registration-marks <box>590 1448 626 1467</box>
crossword-cell <box>544 1272 566 1294</box>
brief-item <box>28 950 195 1066</box>
wc-qual-article <box>509 644 694 769</box>
crossword-cell <box>632 1382 654 1404</box>
crossword-cell <box>588 1272 610 1294</box>
crossword-cell[interactable] <box>610 1360 632 1382</box>
column-rule <box>570 962 571 1138</box>
crossword-cell <box>500 1294 522 1316</box>
crossword-cell[interactable] <box>544 1228 566 1250</box>
down-clue: 2.ರಾಜನ ಆಸ್ಥಾನ (4) <box>758 1318 810 1327</box>
crossword-cell-number: 17 <box>481 1406 489 1413</box>
